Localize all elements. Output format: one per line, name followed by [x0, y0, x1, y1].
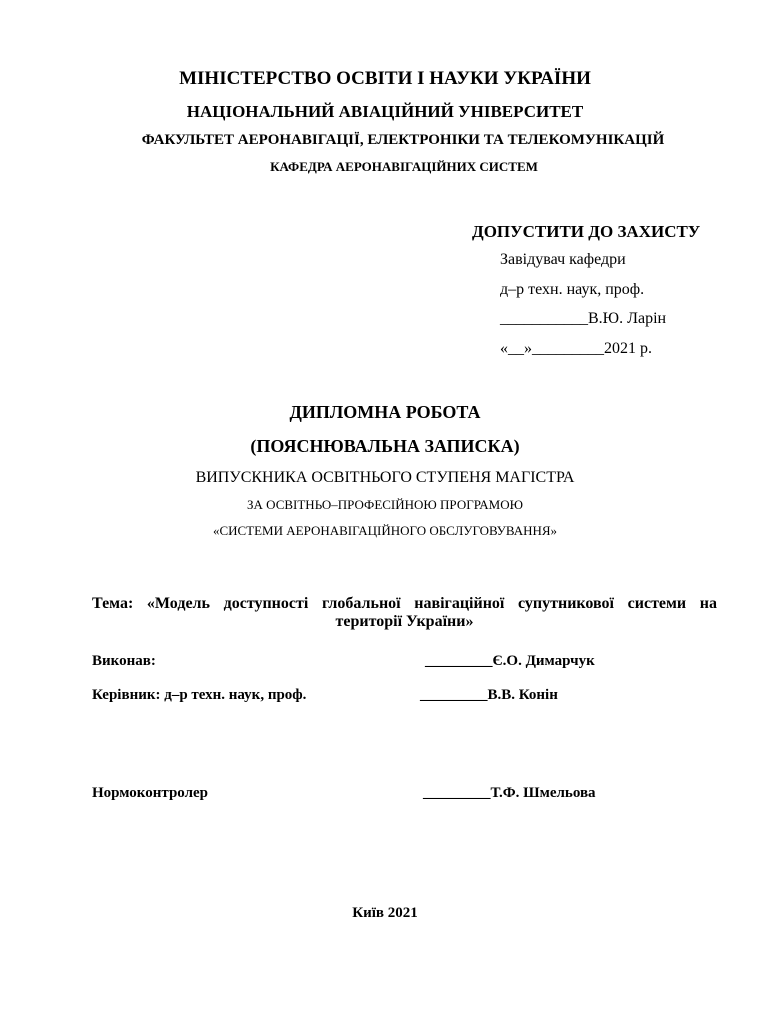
normcontrol-signature: _________Т.Ф. Шмельова [423, 785, 596, 801]
work-type-title: ДИПЛОМНА РОБОТА [289, 402, 481, 422]
supervisor-signature: _________В.В. Конін [420, 687, 558, 703]
ministry-heading: МІНІСТЕРСТВО ОСВІТИ І НАУКИ УКРАЇНИ [179, 68, 591, 89]
author-label: Виконав: [92, 653, 156, 669]
program-intro-line: ЗА ОСВІТНЬО–ПРОФЕСІЙНОЮ ПРОГРАМОЮ [247, 497, 523, 512]
normcontrol-label: Нормоконтролер [92, 785, 209, 801]
approval-title: ДОПУСТИТИ ДО ЗАХИСТУ [472, 222, 701, 241]
graduate-degree-line: ВИПУСКНИКА ОСВІТНЬОГО СТУПЕНЯ МАГІСТРА [195, 469, 575, 486]
author-signature: _________Є.О. Димарчук [425, 653, 595, 669]
program-name-line: «СИСТЕМИ АЕРОНАВІГАЦІЙНОГО ОБСЛУГОВУВАННЯ» [212, 523, 558, 538]
approval-date: «__»_________2021 р. [500, 340, 652, 357]
explanatory-note-title: (ПОЯСНЮВАЛЬНА ЗАПИСКА) [250, 436, 520, 456]
supervisor-label: Керівник: д–р техн. наук, проф. [92, 687, 307, 703]
department-heading: КАФЕДРА АЕРОНАВІГАЦІЙНИХ СИСТЕМ [270, 159, 538, 174]
approval-position: Завідувач кафедри [500, 251, 626, 268]
approval-signature: ___________В.Ю. Ларін [500, 310, 667, 327]
faculty-heading: ФАКУЛЬТЕТ АЕРОНАВІГАЦІЇ, ЕЛЕКТРОНІКИ ТА ТЕЛЕКОМУНІКАЦІЙ [141, 132, 665, 148]
approval-degree: д–р техн. наук, проф. [500, 281, 645, 298]
city-year: Київ 2021 [352, 905, 418, 921]
university-heading: НАЦІОНАЛЬНИЙ АВІАЦІЙНИЙ УНІВЕРСИТЕТ [186, 102, 584, 121]
thesis-topic: Тема: «Модель доступності глобальної навігаційної супутникової системи на території України» [92, 595, 717, 630]
